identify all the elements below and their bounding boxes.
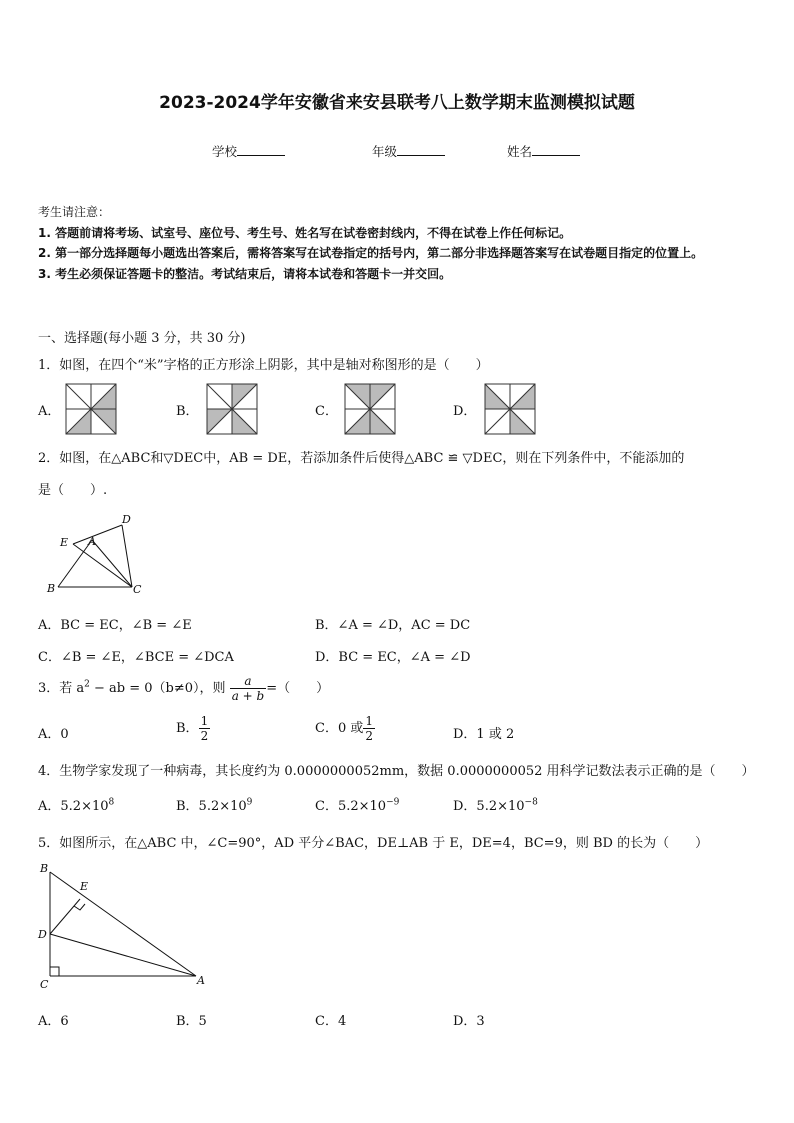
label-e: E: [60, 536, 69, 549]
q1-figure-b: [206, 383, 258, 435]
label-b: B: [47, 582, 56, 595]
exam-notes: [38, 202, 768, 284]
q4-option-a: A．$5.2\times 10^8$: [38, 797, 115, 814]
note-item: 1. 答题前请将考场、试室号、座位号、考生号、姓名写在试卷密封线内，不得在试卷上作任何标记。: [38, 225, 572, 240]
q3-option-d: D．1 或 2: [453, 727, 515, 742]
question-4-stem: 4．生物学家发现了一种病毒，其长度约为 0.0000000052mm，数据 0.0000000052 用科学记数法表示正确的是（ ）: [38, 764, 755, 779]
school-field[interactable]: 学校: [212, 142, 285, 160]
question-2-stem-cont: 是（ ）.: [38, 483, 108, 498]
label-c: C: [40, 978, 49, 990]
q5-option-a: A．6: [38, 1014, 69, 1029]
q1-option-d-label: D．: [453, 404, 477, 419]
section-heading: 一、选择题(每小题 3 分，共 30 分): [38, 331, 246, 346]
question-2-stem: 2．如图，在△ABC和▽DEC中，AB = DE，若添加条件后使得△ABC ≌ ▽DEC，则在下列条件中，不能添加的: [38, 451, 685, 466]
q2-triangle-figure: [40, 512, 150, 598]
page-title: 2023-2024学年安徽省来安县联考八上数学期末监测模拟试题: [159, 93, 635, 113]
q1-figure-c: [344, 383, 396, 435]
q1-figure-d: [484, 383, 536, 435]
q2-option-c: C．∠B = ∠E，∠BCE = ∠DCA: [38, 650, 234, 665]
label-a: A: [197, 974, 205, 987]
q4-option-c: C．$5.2\times 10^{-9}$: [315, 797, 400, 814]
label-b: B: [40, 862, 49, 875]
q1-option-b-label: B．: [176, 404, 199, 419]
q1-figure-a: [65, 383, 117, 435]
label-e: E: [80, 880, 89, 893]
question-1-stem: 1．如图，在四个“米”字格的正方形涂上阴影，其中是轴对称图形的是（ ）: [38, 358, 489, 373]
q3-fraction: $\frac{a}{a + b}$: [231, 674, 265, 703]
label-d: D: [122, 513, 131, 526]
q4-option-b: B．$5.2\times 10^9$: [176, 797, 253, 814]
q2-option-a: A．BC = EC，∠B = ∠E: [38, 618, 192, 633]
q2-option-d: D．BC = EC，∠A = ∠D: [315, 650, 471, 665]
label-c: C: [133, 583, 142, 596]
q1-option-c-label: C．: [315, 404, 338, 419]
note-item: 3. 考生必须保证答题卡的整洁。考试结束后，请将本试卷和答题卡一并交回。: [38, 266, 452, 281]
note-item: 2. 第一部分选择题每小题选出答案后，需将答案写在试卷指定的括号内，第二部分非选择题答案写在试卷题目指定的位置上。: [38, 246, 704, 260]
q1-option-a-label: A．: [38, 404, 61, 419]
q5-triangle-figure: [34, 858, 214, 990]
q2-option-b: B．∠A = ∠D，AC = DC: [315, 618, 471, 633]
q3-option-c: C．0 或 $\frac{1}{2}$: [315, 714, 373, 743]
name-field[interactable]: 姓名: [507, 142, 580, 160]
grade-field[interactable]: 年级: [372, 142, 445, 160]
q3-option-a: A．0: [38, 727, 69, 742]
question-3-stem: 3．若 $a^2$ − ab = 0（b≠0），则 $\frac{a}{a + b}$ =（ ）: [38, 674, 330, 703]
q5-option-d: D．3: [453, 1014, 485, 1029]
label-d: D: [38, 928, 47, 941]
q3-option-b: B． $\frac{1}{2}$: [176, 714, 209, 743]
q5-option-c: C．4: [315, 1014, 347, 1029]
question-5-stem: 5．如图所示，在△ABC 中，∠C=90°，AD 平分∠BAC，DE⊥AB 于 E，DE=4，BC=9，则 BD 的长为（ ）: [38, 836, 709, 851]
q4-option-d: D．$5.2\times 10^{-8}$: [453, 797, 538, 814]
notes-heading: 考生请注意：: [38, 205, 111, 219]
label-a: A: [88, 535, 96, 548]
q5-option-b: B．5: [176, 1014, 207, 1029]
